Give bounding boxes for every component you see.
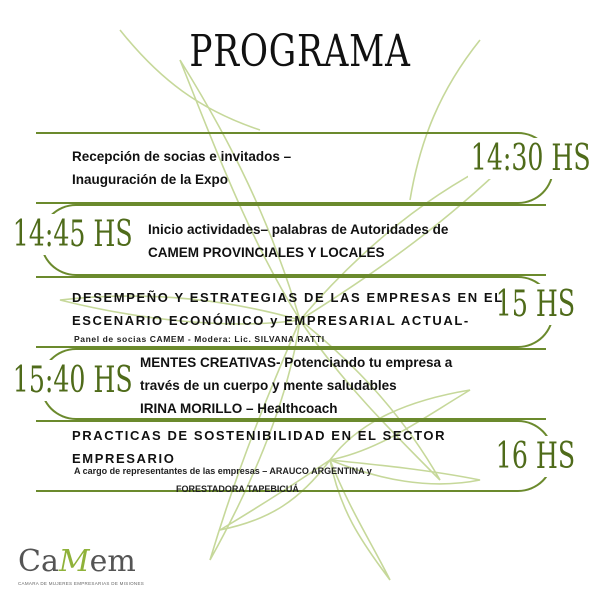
schedule-note-3: Panel de socias CAMEM - Modera: Lic. SILVANA RATTI <box>74 334 325 344</box>
schedule-time-2: 14:45 HS <box>10 214 135 255</box>
schedule-text-5-line-1: PRACTICAS DE SOSTENIBILIDAD EN EL SECTOR <box>72 428 447 443</box>
schedule-text-1-line-1: Recepción de socias e invitados – <box>72 149 292 164</box>
schedule-text-2-line-1: Inicio actividades– palabras de Autoridades de <box>148 222 449 237</box>
schedule-text-2-line-2: CAMEM PROVINCIALES Y LOCALES <box>148 245 385 260</box>
schedule-text-5-line-2: EMPRESARIO <box>72 451 176 466</box>
page-title: PROGRAMA <box>189 26 411 77</box>
schedule-time-3: 15 HS <box>493 284 578 325</box>
camem-logo <box>18 544 144 586</box>
schedule-note-5-line-2: FORESTADORA TAPEBICUÁ <box>176 484 299 494</box>
logo-prefix: Ca <box>18 544 59 579</box>
schedule-text-4-line-3: IRINA MORILLO – Healthcoach <box>140 401 338 416</box>
schedule-text-4-line-2: través de un cuerpo y mente saludables <box>140 378 397 393</box>
schedule-time-1: 14:30 HS <box>468 138 593 179</box>
logo-wordmark <box>18 544 144 579</box>
schedule-time-5: 16 HS <box>493 436 578 477</box>
schedule-text-4-line-1: MENTES CREATIVAS- Potenciando tu empresa a <box>140 355 453 370</box>
schedule-note-5-line-1: A cargo de representantes de las empresas – ARAUCO ARGENTINA y <box>74 466 372 476</box>
logo-suffix: em <box>89 544 136 579</box>
schedule-time-4: 15:40 HS <box>10 360 135 401</box>
logo-highlight: M <box>58 544 90 579</box>
schedule-text-3-line-1: DESEMPEÑO Y ESTRATEGIAS DE LAS EMPRESAS EN EL <box>72 290 504 305</box>
logo-tagline: CAMARA DE MUJERES EMPRESARIAS DE MISIONES <box>18 581 145 586</box>
schedule-text-3-line-2: ESCENARIO ECONÓMICO y EMPRESARIAL ACTUAL- <box>72 313 470 328</box>
schedule-text-1-line-2: Inauguración de la Expo <box>72 172 229 187</box>
